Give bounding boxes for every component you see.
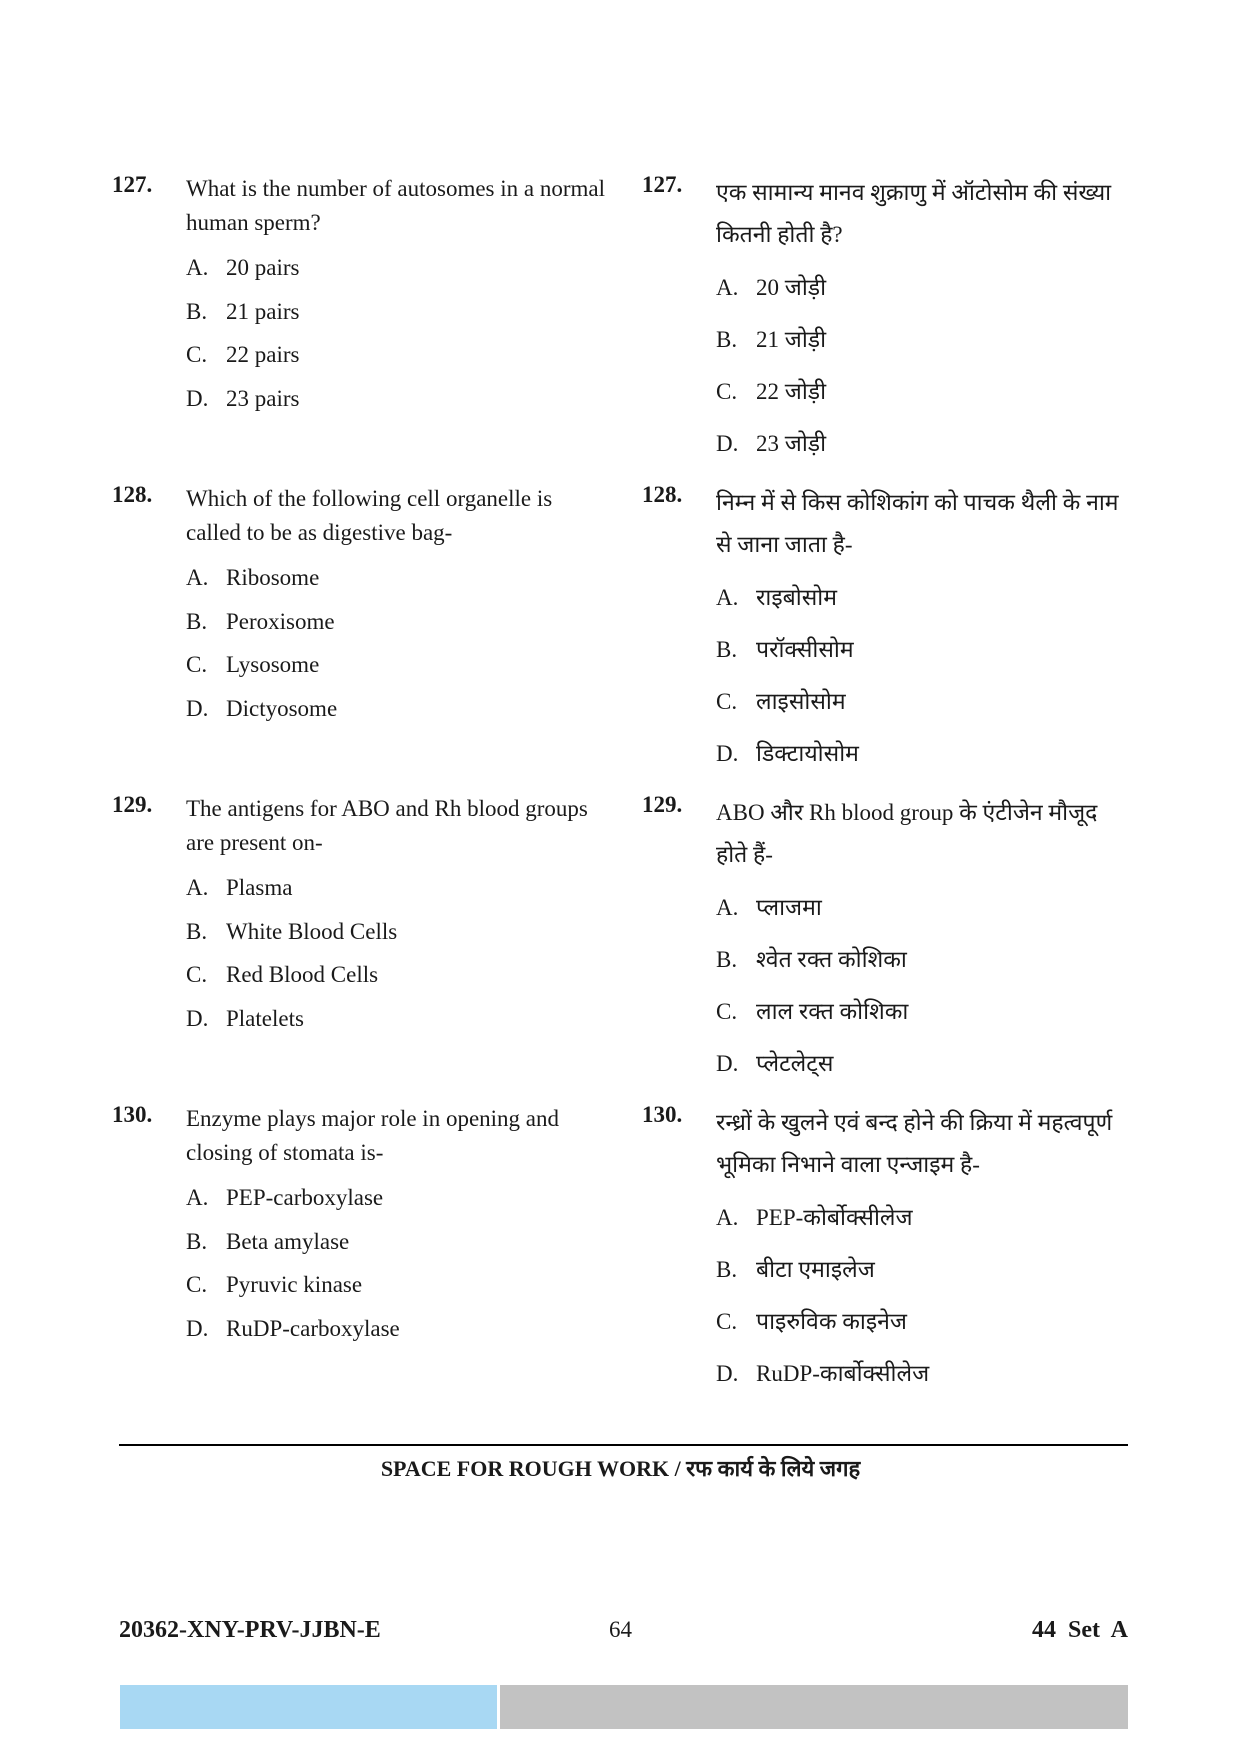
option-d	[716, 1038, 1132, 1090]
option-c	[716, 676, 1132, 728]
hindi-column	[642, 172, 1132, 1412]
option-text: पाइरुविक काइनेज	[756, 1309, 907, 1334]
options-list	[186, 1176, 612, 1350]
option-text: 23 जोड़ी	[756, 431, 827, 456]
option-text: Peroxisome	[226, 608, 335, 634]
option-d	[716, 728, 1132, 780]
question-text: Which of the following cell organelle is called to be as digestive bag-	[186, 486, 553, 545]
page-number: 64	[609, 1617, 632, 1642]
option-b	[186, 910, 612, 954]
option-b	[186, 290, 612, 334]
option-label: A.	[716, 585, 739, 610]
options-list	[186, 556, 612, 730]
option-c	[186, 333, 612, 377]
option-a	[186, 1176, 612, 1220]
option-label: D.	[186, 1005, 209, 1031]
option-d	[186, 1307, 612, 1351]
option-a	[186, 556, 612, 600]
option-b	[186, 600, 612, 644]
option-c	[186, 1263, 612, 1307]
option-text: 20 जोड़ी	[756, 275, 827, 300]
option-label: A.	[186, 1185, 209, 1210]
option-label: C.	[186, 1272, 208, 1297]
option-label: C.	[186, 342, 208, 367]
question-number: 127.	[642, 172, 683, 197]
option-text: Red Blood Cells	[226, 962, 379, 987]
options-list	[186, 246, 612, 420]
option-label: A.	[186, 255, 209, 280]
question-text: एक सामान्य मानव शुक्राणु में ऑटोसोम की संख्या कितनी होती है?	[716, 180, 1112, 247]
question-text: The antigens for ABO and Rh blood groups are present on-	[186, 796, 588, 855]
option-text: परॉक्सीसोम	[756, 637, 854, 662]
option-text: Pyruvic kinase	[226, 1272, 363, 1297]
option-c	[716, 366, 1132, 418]
options-list	[186, 866, 612, 1040]
option-label: D.	[186, 695, 209, 721]
option-text: PEP-carboxylase	[226, 1185, 384, 1210]
question-127-hi	[642, 172, 1132, 482]
option-text: Lysosome	[226, 652, 320, 677]
question-number: 128.	[642, 482, 683, 507]
question-129-hi	[642, 792, 1132, 1102]
option-text: बीटा एमाइलेज	[756, 1257, 875, 1282]
option-d	[186, 687, 612, 731]
question-text: निम्न में से किस कोशिकांग को पाचक थैली के नाम से जाना जाता है-	[716, 490, 1119, 557]
option-d	[716, 1348, 1132, 1400]
option-text: Beta amylase	[226, 1228, 350, 1254]
options-list	[716, 262, 1132, 470]
question-text: रन्ध्रों के खुलने एवं बन्द होने की क्रिया में महत्वपूर्ण भूमिका निभाने वाला एन्जाइम है-	[716, 1110, 1113, 1177]
question-number: 128.	[112, 482, 153, 507]
set-label: 44 Set A	[1032, 1617, 1128, 1643]
question-129-en	[112, 792, 612, 1102]
question-130-en	[112, 1102, 612, 1412]
option-a	[716, 572, 1132, 624]
option-text: लाइसोसोम	[756, 689, 846, 714]
option-label: D.	[186, 1315, 209, 1341]
option-text: Platelets	[226, 1005, 304, 1031]
english-column	[112, 172, 612, 1412]
option-b	[716, 934, 1132, 986]
option-label: A.	[716, 275, 739, 300]
question-number: 129.	[112, 792, 153, 817]
option-label: D.	[716, 1361, 739, 1386]
option-label: A.	[186, 875, 209, 900]
option-text: लाल रक्त कोशिका	[756, 999, 909, 1024]
option-label: C.	[186, 962, 208, 987]
option-a	[716, 882, 1132, 934]
options-list	[716, 882, 1132, 1090]
option-text: डिक्टायोसोम	[756, 741, 859, 766]
option-label: B.	[186, 1228, 208, 1254]
question-127-en	[112, 172, 612, 482]
option-text: 22 जोड़ी	[756, 379, 827, 404]
option-c	[186, 953, 612, 997]
option-c	[186, 643, 612, 687]
paper-code: 20362-XNY-PRV-JJBN-E	[119, 1617, 381, 1643]
option-label: A.	[716, 1205, 739, 1230]
option-text: 22 pairs	[226, 342, 300, 367]
divider-rule	[119, 1444, 1128, 1446]
option-label: C.	[716, 379, 738, 404]
options-list	[716, 1192, 1132, 1400]
option-c	[716, 1296, 1132, 1348]
option-label: A.	[186, 565, 209, 590]
option-text: RuDP-कार्बोक्सीलेज	[756, 1361, 930, 1386]
option-text: RuDP-carboxylase	[226, 1315, 400, 1341]
option-text: Plasma	[226, 875, 293, 900]
footer-bar-gray	[500, 1685, 1128, 1729]
option-text: 23 pairs	[226, 385, 300, 411]
option-text: राइबोसोम	[756, 585, 838, 610]
option-label: B.	[186, 608, 208, 634]
option-label: D.	[186, 385, 209, 411]
option-label: B.	[716, 327, 738, 352]
option-text: White Blood Cells	[226, 918, 398, 944]
question-128-hi	[642, 482, 1132, 792]
option-label: D.	[716, 741, 739, 766]
option-b	[716, 1244, 1132, 1296]
option-text: श्वेत रक्त कोशिका	[756, 947, 907, 972]
option-a	[186, 246, 612, 290]
option-label: A.	[716, 895, 739, 920]
option-a	[716, 1192, 1132, 1244]
question-number: 129.	[642, 792, 683, 817]
option-label: B.	[186, 918, 208, 944]
option-label: C.	[186, 652, 208, 677]
question-number: 130.	[112, 1102, 153, 1127]
question-number: 130.	[642, 1102, 683, 1127]
option-text: प्लेटलेट्स	[756, 1051, 834, 1076]
option-a	[186, 866, 612, 910]
option-label: D.	[716, 1051, 739, 1076]
option-label: C.	[716, 1309, 738, 1334]
question-130-hi	[642, 1102, 1132, 1412]
option-d	[186, 377, 612, 421]
footer-bar-blue	[120, 1685, 497, 1729]
question-number: 127.	[112, 172, 153, 197]
option-label: B.	[716, 947, 738, 972]
option-d	[716, 418, 1132, 470]
option-text: 20 pairs	[226, 255, 300, 280]
rough-work-heading: SPACE FOR ROUGH WORK / रफ कार्य के लिये जगह	[380, 1456, 861, 1481]
option-b	[186, 1220, 612, 1264]
option-label: B.	[716, 637, 738, 662]
option-label: B.	[716, 1257, 738, 1282]
question-text: What is the number of autosomes in a normal human sperm?	[186, 176, 606, 235]
option-b	[716, 624, 1132, 676]
option-text: प्लाजमा	[756, 895, 822, 920]
option-label: C.	[716, 689, 738, 714]
question-text: Enzyme plays major role in opening and closing of stomata is-	[186, 1106, 560, 1165]
option-b	[716, 314, 1132, 366]
option-label: B.	[186, 298, 208, 324]
options-list	[716, 572, 1132, 780]
question-128-en	[112, 482, 612, 792]
option-text: 21 जोड़ी	[756, 327, 827, 352]
option-d	[186, 997, 612, 1041]
option-text: Ribosome	[226, 565, 320, 590]
option-label: D.	[716, 431, 739, 456]
option-c	[716, 986, 1132, 1038]
question-text: ABO और Rh blood group के एंटीजेन मौजूद होते हैं-	[716, 800, 1098, 867]
option-text: PEP-कोर्बोक्सीलेज	[756, 1205, 913, 1230]
option-a	[716, 262, 1132, 314]
option-label: C.	[716, 999, 738, 1024]
option-text: 21 pairs	[226, 298, 300, 324]
option-text: Dictyosome	[226, 695, 338, 721]
